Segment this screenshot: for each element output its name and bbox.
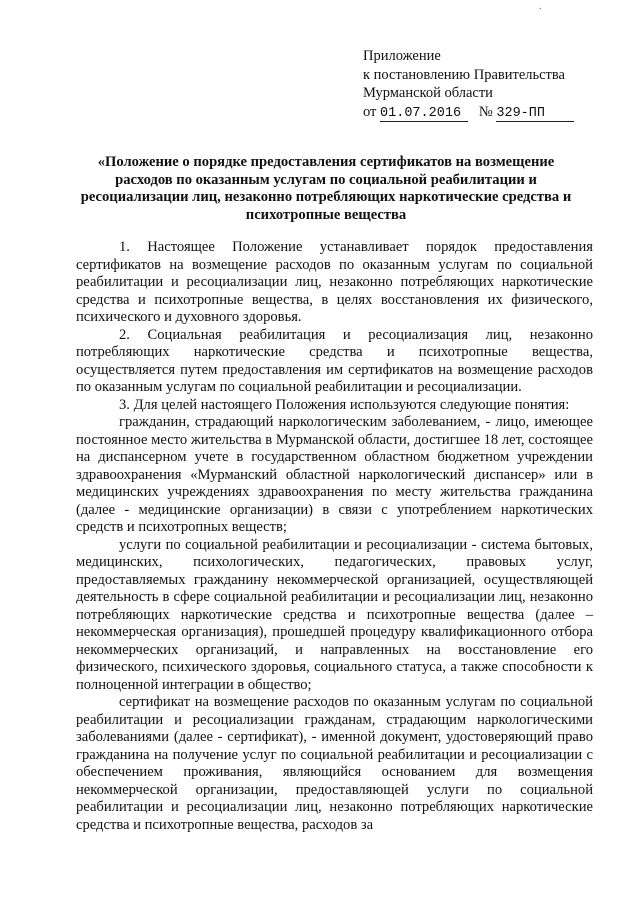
corner-mark: ·: [538, 4, 542, 15]
appendix-date-line: [363, 103, 613, 122]
appendix-header: [363, 47, 613, 122]
paragraph-1: 1. Настоящее Положение устанавливает порядок предоставления сертификатов на возмещение расходов по оказанным услугам по социальной реабилитации и ресоциализации лиц, незаконно потребляющих наркотические средства и психотропные вещества, в целях восстановления их физического, психического и духовного здоровья.: [76, 239, 593, 325]
definition-citizen: гражданин, страдающий наркологическим заболеванием, - лицо, имеющее постоянное место жительства в Мурманской области, достигшее 18 лет, состоящее на диспансерном учете в государственном областном бюджетном учреждении здравоохранения «Мурманский областной наркологический диспансер» или в медицинских учреждениях здравоохранения по месту жительства гражданина (далее - медицинские организации) в связи с употреблением наркотических средств и психотропных веществ;: [76, 414, 593, 535]
definition-services: услуги по социальной реабилитации и ресоциализации - система бытовых, медицинских, психологических, педагогических, правовых услуг, предоставляемых гражданину некоммерческой организацией, осуществляющей деятельность в сфере социальной реабилитации и ресоциализации лиц, незаконно потребляющих наркотические средства и психотропные вещества (далее – некоммерческая организация), прошедшей процедуру квалификационного отбора некоммерческих организаций, и направленных на восстановление его физического, психического здоровья, социального статуса, а также способности к полноценной интеграции в общество;: [76, 536, 593, 693]
date-value: 01.07.2016: [380, 106, 468, 122]
date-prefix: от: [363, 103, 377, 120]
paragraph-3: 3. Для целей настоящего Положения используются следующие понятия:: [119, 396, 570, 413]
appendix-line-3: Мурманской области: [363, 85, 493, 101]
definition-certificate: сертификат на возмещение расходов по оказанным услугам по социальной реабилитации и ресоциализации гражданам, страдающим наркологическими заболеваниями (далее - сертификат), - именной документ, удостоверяющий право гражданина на получение услуг по социальной реабилитации и ресоциализации с обеспечением проживания, являющийся основанием для возмещения некоммерческой организации, предоставляющей услуги по социальной реабилитации и ресоциализации лиц, незаконно потребляющих наркотические средства и психотропные вещества, расходов за: [76, 694, 593, 833]
number-prefix: №: [478, 103, 493, 120]
document-body: [76, 239, 593, 834]
appendix-line-2: к постановлению Правительства: [363, 66, 565, 83]
document-title: «Положение о порядке предоставления сертификатов на возмещение расходов по оказанным услугам по социальной реабилитации и ресоциализации лиц, незаконно потребляющих наркотические средства и психотропные вещества: [80, 154, 572, 223]
appendix-line-1: Приложение: [363, 48, 441, 64]
paragraph-2: 2. Социальная реабилитация и ресоциализация лиц, незаконно потребляющих наркотические средства и психотропные вещества, осуществляется путем предоставления им сертификатов на возмещение расходов по оказанным услугам по социальной реабилитации и ресоциализации.: [76, 326, 593, 395]
number-value: 329-ПП: [496, 106, 574, 122]
